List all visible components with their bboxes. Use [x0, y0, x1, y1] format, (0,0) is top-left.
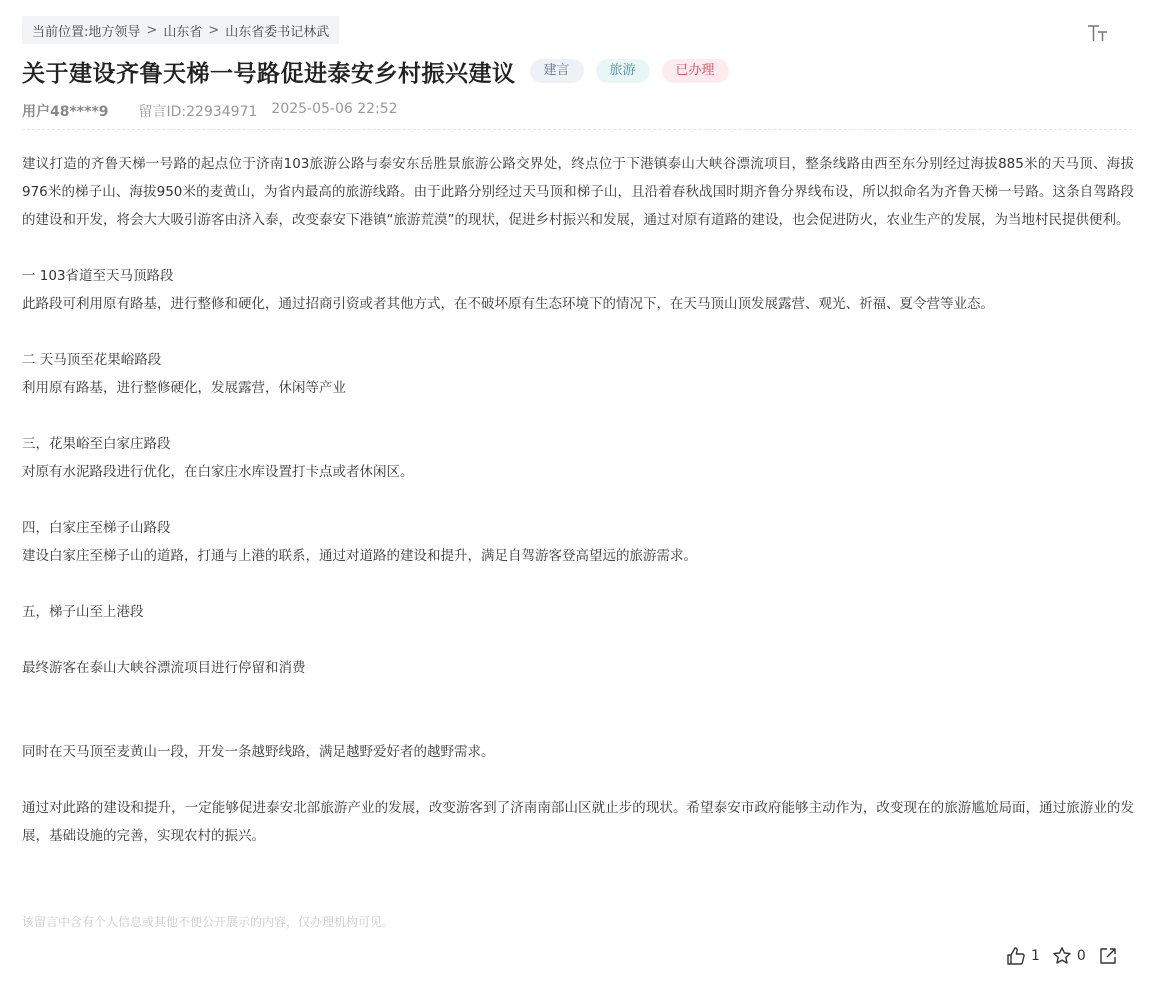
section-4-title: 四，白家庄至梯子山路段	[22, 520, 171, 536]
breadcrumb-prefix: 当前位置:	[32, 24, 89, 40]
breadcrumb-item-leader[interactable]: 山东省委书记林武	[225, 24, 330, 40]
share-icon	[1098, 946, 1118, 966]
breadcrumb-item-province[interactable]: 山东省	[163, 24, 203, 40]
status-badge: 已办理	[662, 59, 729, 83]
section-2-title: 二 天马顶至花果峪路段	[22, 352, 162, 368]
breadcrumb-separator: >	[146, 22, 158, 38]
like-button[interactable]	[1006, 946, 1040, 966]
font-size-button[interactable]	[1086, 19, 1110, 43]
favorite-button[interactable]	[1052, 946, 1086, 966]
section-2-body: 利用原有路基，进行整修硬化，发展露营，休闲等产业	[22, 380, 346, 396]
section-3-body: 对原有水泥路段进行优化，在白家庄水库设置打卡点或者休闲区。	[22, 464, 414, 480]
breadcrumb	[22, 16, 339, 44]
breadcrumb-separator: >	[208, 22, 220, 38]
intro-paragraph: 建议打造的齐鲁天梯一号路的起点位于济南103旅游公路与泰安东岳胜景旅游公路交界处，终点位于下港镇泰山大峡谷漂流项目，整条线路由西至东分别经过海拔885米的天马顶、海拔976米的梯子山、海拔950米的麦黄山，为省内最高的旅游线路。由于此路分别经过天马顶和梯子山，且沿着春秋战国时期齐鲁分界线布设，所以拟命名为齐鲁天梯一号路。这条自驾路段的建设和开发，将会大大吸引游客由济入泰，改变泰安下港镇“旅游荒漠”的现状，促进乡村振兴和发展，通过对原有道路的建设，也会促进防火，农业生产的发展，为当地村民提供便利。	[22, 156, 1134, 228]
share-button[interactable]	[1098, 946, 1118, 966]
star-icon	[1052, 946, 1072, 966]
message-content	[22, 150, 1134, 850]
section-1-body: 此路段可利用原有路基，进行整修和硬化，通过招商引资或者其他方式，在不破坏原有生态环境下的情况下，在天马顶山顶发展露营、观光、祈福、夏令营等业态。	[22, 296, 994, 312]
timestamp: 2025-05-06 22:52	[271, 101, 398, 117]
conclusion-paragraph: 通过对此路的建设和提升，一定能够促进泰安北部旅游产业的发展，改变游客到了济南南部山区就止步的现状。希望泰安市政府能够主动作为，改变现在的旅游尴尬局面，通过旅游业的发展，基础设施的完善，实现农村的振兴。	[22, 800, 1134, 844]
section-4-body: 建设白家庄至梯子山的道路，打通与上港的联系，通过对道路的建设和提升，满足自驾游客登高望远的旅游需求。	[22, 548, 697, 564]
tag-tourism: 旅游	[596, 59, 650, 83]
section-3-title: 三，花果峪至白家庄路段	[22, 436, 171, 452]
privacy-notice: 该留言中含有个人信息或其他不便公开展示的内容，仅办理机构可见。	[22, 915, 395, 929]
breadcrumb-item-local-leaders[interactable]: 地方领导	[88, 24, 141, 40]
extra-paragraph: 同时在天马顶至麦黄山一段，开发一条越野线路，满足越野爱好者的越野需求。	[22, 744, 495, 760]
message-id: 留言ID:22934971	[138, 104, 258, 120]
divider	[22, 129, 1132, 130]
title-row	[22, 54, 729, 88]
page-title: 关于建设齐鲁天梯一号路促进泰安乡村振兴建议	[22, 60, 516, 87]
section-5-body: 最终游客在泰山大峡谷漂流项目进行停留和消费	[22, 660, 306, 676]
font-size-icon	[1087, 23, 1109, 43]
like-count: 1	[1031, 948, 1040, 964]
thumbs-up-icon	[1006, 946, 1026, 966]
section-5-title: 五，梯子山至上港段	[22, 604, 144, 620]
favorite-count: 0	[1076, 948, 1086, 964]
tag-suggestion: 建言	[530, 59, 584, 83]
meta-info	[22, 101, 398, 121]
action-bar	[1006, 944, 1118, 968]
author-name: 用户48****9	[22, 104, 109, 120]
section-1-title: 一 103省道至天马顶路段	[22, 268, 174, 284]
